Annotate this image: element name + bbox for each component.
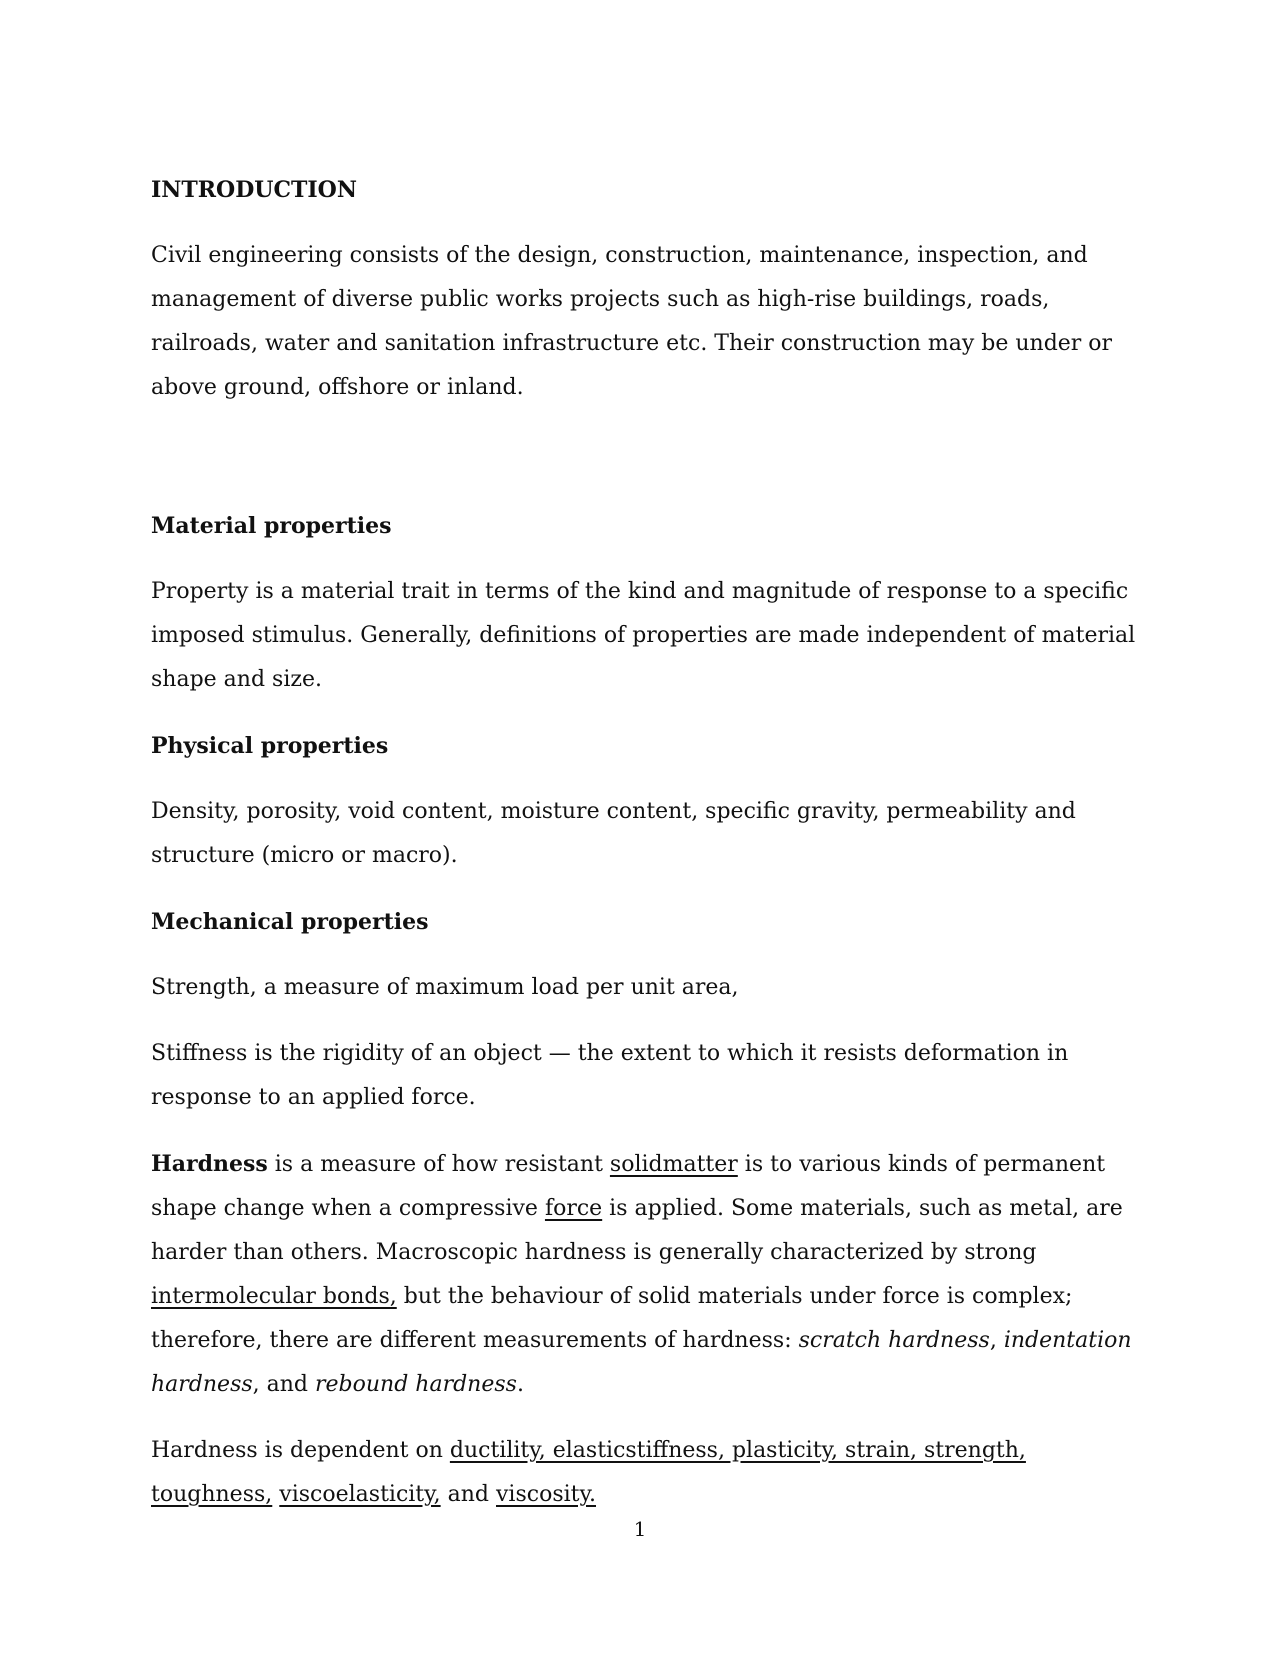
material-properties-paragraph: Property is a material trait in terms of the kind and magnitude of response to a specific imposed stimulus. Generally, definitions of properties are made independent of material shape and size.	[151, 579, 1136, 692]
strength-paragraph: Strength, a measure of maximum load per unit area,	[151, 975, 739, 1000]
rebound-hardness-term: rebound hardness	[315, 1372, 517, 1397]
hardness-text-4: but the behaviour of solid materials under force is complex; therefore, there are different measurements of hardness:	[151, 1284, 1073, 1353]
solidmatter-link[interactable]: solidmatter	[609, 1152, 738, 1177]
stiffness-paragraph: Stiffness is the rigidity of an object — the extent to which it resists deformation in response to an applied force.	[151, 1041, 1069, 1110]
viscoelasticity-link[interactable]: viscoelasticity,	[279, 1482, 441, 1507]
viscosity-link[interactable]: viscosity.	[496, 1482, 596, 1507]
dependence-and: and	[440, 1482, 496, 1507]
hardness-text-2: is to various kinds of permanent shape change when a compressive	[151, 1152, 1106, 1221]
indentation-hardness-term: indentation hardness	[151, 1328, 1132, 1397]
introduction-paragraph: Civil engineering consists of the design, construction, maintenance, inspection, and management of diverse public works projects such as high-rise buildings, roads, railroads, water and sanitation infrastructure etc. Their construction may be under or above ground, offshore or inland.	[151, 243, 1113, 400]
hardness-paragraph	[151, 1142, 1136, 1407]
property-list-link[interactable]: ductility, elasticstiffness, plasticity, strain, strength, toughness,	[151, 1438, 1026, 1507]
hardness-separator-1: ,	[989, 1328, 1004, 1353]
hardness-period: .	[516, 1372, 524, 1397]
hardness-term: Hardness	[151, 1151, 268, 1177]
hardness-separator-2: , and	[252, 1372, 316, 1397]
hardness-text-1: is a measure of how resistant	[267, 1152, 610, 1177]
force-link[interactable]: force	[544, 1196, 603, 1221]
physical-properties-paragraph: Density, porosity, void content, moisture content, specific gravity, permeability and structure (micro or macro).	[151, 799, 1076, 868]
physical-properties-heading: Physical properties	[151, 733, 389, 759]
scratch-hardness-term: scratch hardness	[798, 1328, 990, 1353]
mechanical-properties-heading: Mechanical properties	[151, 909, 429, 935]
hardness-text-3: is applied. Some materials, such as metal, are harder than others. Macroscopic hardness is generally characterized by strong	[151, 1196, 1123, 1265]
hardness-dependence-paragraph	[151, 1429, 1136, 1517]
introduction-heading: INTRODUCTION	[151, 177, 357, 203]
intermolecular-bonds-link[interactable]: intermolecular bonds,	[151, 1284, 397, 1309]
page-number: 1	[633, 1517, 647, 1541]
document-content	[151, 168, 1136, 1517]
dependence-text: Hardness is dependent on	[151, 1438, 450, 1463]
material-properties-heading: Material properties	[151, 513, 392, 539]
